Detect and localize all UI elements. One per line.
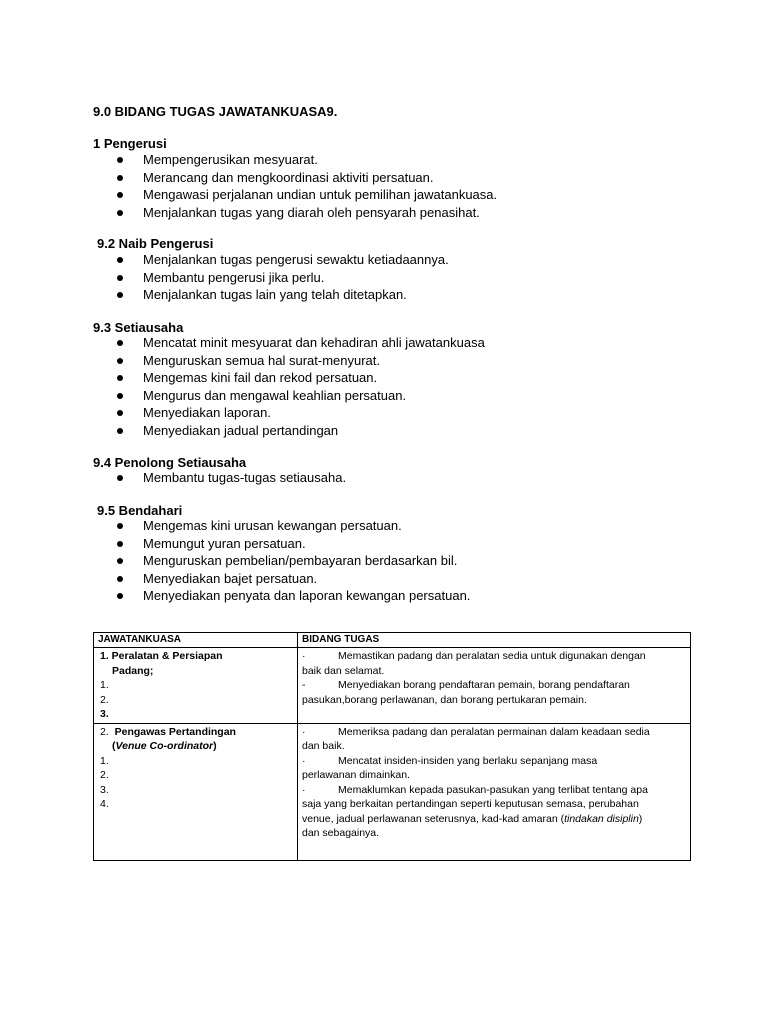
bullet-icon bbox=[117, 210, 123, 216]
bullet-icon bbox=[117, 257, 123, 263]
section-heading-pengerusi: 1 Pengerusi bbox=[93, 136, 167, 151]
list-item: Menjalankan tugas yang diarah oleh pensyarah penasihat. bbox=[112, 204, 497, 222]
bullet-icon bbox=[117, 358, 123, 364]
section-heading-naib-pengerusi: 9.2 Naib Pengerusi bbox=[97, 236, 214, 251]
list-penolong-setiausaha bbox=[112, 469, 346, 487]
committee-name-cont: Padang; bbox=[112, 664, 154, 677]
duty-line: · Memaklumkan kepada pasukan-pasukan yang terlibat tentang apa bbox=[302, 783, 648, 796]
list-setiausaha bbox=[112, 334, 485, 439]
duty-line: · Memeriksa padang dan peralatan permainan dalam keadaan sedia bbox=[302, 725, 650, 738]
table-row bbox=[94, 648, 691, 724]
bullet-icon bbox=[117, 558, 123, 564]
list-item: Menjalankan tugas pengerusi sewaktu ketiadaannya. bbox=[112, 251, 449, 269]
list-item: Mengawasi perjalanan undian untuk pemilihan jawatankuasa. bbox=[112, 186, 497, 204]
list-number: 2. bbox=[100, 769, 109, 781]
bullet-icon bbox=[117, 410, 123, 416]
duty-line: dan sebagainya. bbox=[302, 827, 380, 839]
list-item: Memungut yuran persatuan. bbox=[112, 535, 470, 553]
list-item: Mempengerusikan mesyuarat. bbox=[112, 151, 497, 169]
list-item: Mengemas kini fail dan rekod persatuan. bbox=[112, 369, 485, 387]
document-title: 9.0 BIDANG TUGAS JAWATANKUASA9. bbox=[93, 104, 338, 119]
list-item: Menguruskan semua hal surat-menyurat. bbox=[112, 352, 485, 370]
bullet-icon bbox=[117, 475, 123, 481]
bullet-icon bbox=[117, 523, 123, 529]
committee-cell bbox=[94, 723, 298, 861]
duty-line: pasukan,borang perlawanan, dan borang pertukaran pemain. bbox=[302, 693, 587, 706]
bullet-icon bbox=[117, 375, 123, 381]
list-item: Mengemas kini urusan kewangan persatuan. bbox=[112, 517, 470, 535]
list-number: 4. bbox=[100, 798, 109, 810]
bullet-icon bbox=[117, 175, 123, 181]
bullet-icon bbox=[117, 275, 123, 281]
bullet-icon bbox=[117, 593, 123, 599]
list-number: 1. bbox=[100, 679, 109, 691]
table-header-row bbox=[94, 633, 691, 648]
list-item: Menguruskan pembelian/pembayaran berdasarkan bil. bbox=[112, 552, 470, 570]
list-item: Menyediakan bajet persatuan. bbox=[112, 570, 470, 588]
committee-name: 1. Peralatan & Persiapan bbox=[100, 650, 223, 662]
committee-cell bbox=[94, 648, 298, 724]
bullet-icon bbox=[117, 157, 123, 163]
duty-line: - Menyediakan borang pendaftaran pemain, borang pendaftaran bbox=[302, 679, 630, 691]
list-item: Menjalankan tugas lain yang telah ditetapkan. bbox=[112, 286, 449, 304]
list-item: Mengurus dan mengawal keahlian persatuan. bbox=[112, 387, 485, 405]
duties-cell bbox=[298, 648, 691, 724]
duty-line: · Mencatat insiden-insiden yang berlaku sepanjang masa bbox=[302, 754, 598, 767]
section-heading-setiausaha: 9.3 Setiausaha bbox=[93, 320, 184, 335]
bullet-icon bbox=[117, 292, 123, 298]
list-number: 2. bbox=[100, 693, 109, 706]
list-pengerusi bbox=[112, 151, 497, 221]
list-number: 3. bbox=[100, 708, 109, 720]
duty-line: perlawanan dimainkan. bbox=[302, 769, 410, 781]
duty-line: dan baik. bbox=[302, 740, 345, 752]
bullet-icon bbox=[117, 340, 123, 346]
section-heading-bendahari: 9.5 Bendahari bbox=[97, 503, 183, 518]
bullet-icon bbox=[117, 192, 123, 198]
list-number: 1. bbox=[100, 754, 109, 767]
duty-line: baik dan selamat. bbox=[302, 664, 385, 677]
committee-duties-table bbox=[93, 632, 691, 861]
list-number: 3. bbox=[100, 783, 109, 796]
list-item: Menyediakan jadual pertandingan bbox=[112, 422, 485, 440]
list-item: Membantu tugas-tugas setiausaha. bbox=[112, 469, 346, 487]
header-jawatankuasa: JAWATANKUASA bbox=[94, 633, 298, 648]
header-bidang-tugas: BIDANG TUGAS bbox=[298, 633, 691, 648]
committee-name: 2. Pengawas Pertandingan bbox=[100, 725, 236, 738]
list-item: Menyediakan penyata dan laporan kewangan persatuan. bbox=[112, 587, 470, 605]
list-item: Merancang dan mengkoordinasi aktiviti persatuan. bbox=[112, 169, 497, 187]
bullet-icon bbox=[117, 393, 123, 399]
duty-line: · Memastikan padang dan peralatan sedia untuk digunakan dengan bbox=[302, 650, 646, 662]
list-bendahari bbox=[112, 517, 470, 605]
committee-name-cont: (Venue Co-ordinator) bbox=[112, 740, 217, 752]
list-item: Mencatat minit mesyuarat dan kehadiran ahli jawatankuasa bbox=[112, 334, 485, 352]
list-item: Menyediakan laporan. bbox=[112, 404, 485, 422]
duties-cell bbox=[298, 723, 691, 861]
list-naib-pengerusi bbox=[112, 251, 449, 304]
table-row bbox=[94, 723, 691, 861]
list-item: Membantu pengerusi jika perlu. bbox=[112, 269, 449, 287]
bullet-icon bbox=[117, 576, 123, 582]
bullet-icon bbox=[117, 541, 123, 547]
duty-line: saja yang berkaitan pertandingan seperti keputusan semasa, perubahan bbox=[302, 798, 639, 810]
section-heading-penolong-setiausaha: 9.4 Penolong Setiausaha bbox=[93, 455, 247, 470]
duty-line: venue, jadual perlawanan seterusnya, kad-kad amaran (tindakan disiplin) bbox=[302, 812, 643, 825]
bullet-icon bbox=[117, 428, 123, 434]
